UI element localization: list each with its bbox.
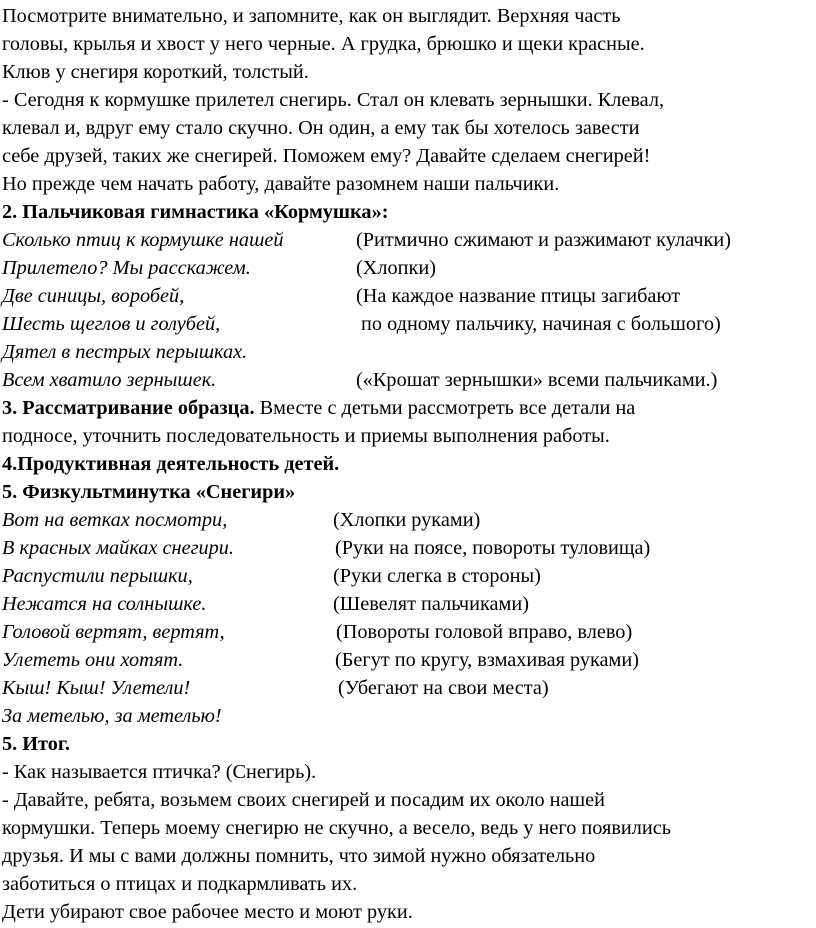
verse-text: Всем хватило зернышек.: [2, 369, 217, 391]
verse-note: (Хлопки): [356, 257, 436, 279]
verse-row: [2, 534, 816, 562]
verse-text: Дятел в пестрых перышках.: [2, 341, 248, 363]
verse-row: [2, 674, 816, 702]
section-2-heading: 2. Пальчиковая гимнастика «Кормушка»:: [2, 201, 389, 223]
verse-text: В красных майках снегири.: [2, 537, 234, 559]
section-3-line: подносе, уточнить последовательность и приемы выполнения работы.: [2, 425, 610, 447]
verse-text: Шесть щеглов и голубей,: [2, 313, 221, 335]
summary-line: - Давайте, ребята, возьмем своих снегирей и посадим их около нашей: [2, 789, 606, 811]
verse-text: Кыш! Кыш! Улетели!: [2, 677, 191, 699]
verse-row: [2, 506, 816, 534]
verse-note: (Руки на поясе, повороты туловища): [335, 537, 651, 559]
intro-line: себе друзей, таких же снегирей. Поможем ему? Давайте сделаем снегирей!: [2, 145, 651, 167]
summary-line: друзья. И мы с вами должны помнить, что зимой нужно обязательно: [2, 845, 596, 867]
section-5-heading: 5. Физкультминутка «Снегири»: [2, 481, 296, 503]
verse-note: (Руки слегка в стороны): [333, 565, 541, 587]
verse-text: Вот на ветках посмотри,: [2, 509, 228, 531]
verse-text: За метелью, за метелью!: [2, 705, 222, 727]
verse-note: по одному пальчику, начиная с большого): [361, 313, 721, 335]
intro-line: Но прежде чем начать работу, давайте разомнем наши пальчики.: [2, 173, 560, 195]
verse-row: [2, 254, 816, 282]
section-4-heading: 4.Продуктивная деятельность детей.: [2, 453, 340, 475]
section-3-heading: 3. Рассматривание образца.: [2, 397, 255, 419]
verse-note: (Шевелят пальчиками): [333, 593, 529, 615]
verse-text: Сколько птиц к кормушке нашей: [2, 229, 284, 251]
verse-note: (Повороты головой вправо, влево): [336, 621, 633, 643]
summary-line: кормушки. Теперь моему снегирю не скучно, а весело, ведь у него появились: [2, 817, 672, 839]
verse-note: (На каждое название птицы загибают: [356, 285, 681, 307]
verse-text: Нежатся на солнышке.: [2, 593, 207, 615]
intro-line: - Сегодня к кормушке прилетел снегирь. Стал он клевать зернышки. Клевал,: [2, 89, 665, 111]
intro-line: клевал и, вдруг ему стало скучно. Он один, а ему так бы хотелось завести: [2, 117, 640, 139]
summary-heading: 5. Итог.: [2, 733, 70, 755]
verse-note: (Убегают на свои места): [338, 677, 549, 699]
verse-note: (Ритмично сжимают и разжимают кулачки): [356, 229, 731, 251]
verse-row: [2, 590, 816, 618]
verse-row: [2, 338, 816, 366]
verse-row: [2, 366, 816, 394]
verse-text: Улететь они хотят.: [2, 649, 184, 671]
verse-row: [2, 618, 816, 646]
section-3-text: Вместе с детьми рассмотреть все детали на: [254, 397, 636, 419]
verse-row: [2, 226, 816, 254]
verse-row: [2, 646, 816, 674]
intro-line: головы, крылья и хвост у него черные. А грудка, брюшко и щеки красные.: [2, 33, 645, 55]
verse-row: [2, 282, 816, 310]
verse-row: [2, 562, 816, 590]
verse-row: [2, 310, 816, 338]
summary-line: - Как называется птичка? (Снегирь).: [2, 761, 317, 783]
summary-line: Дети убирают свое рабочее место и моют руки.: [2, 901, 413, 923]
verse-text: Две синицы, воробей,: [2, 285, 185, 307]
verse-row: [2, 702, 816, 730]
verse-text: Прилетело? Мы расскажем.: [2, 257, 251, 279]
intro-line: Посмотрите внимательно, и запомните, как он выглядит. Верхняя часть: [2, 5, 621, 27]
verse-text: Распустили перышки,: [2, 565, 193, 587]
verse-note: (Хлопки руками): [333, 509, 481, 531]
verse-note: (Бегут по кругу, взмахивая руками): [335, 649, 639, 671]
verse-note: («Крошат зернышки» всеми пальчиками.): [356, 369, 718, 391]
section-3-line: [2, 394, 635, 422]
summary-line: заботиться о птицах и подкармливать их.: [2, 873, 358, 895]
intro-line: Клюв у снегиря короткий, толстый.: [2, 61, 309, 83]
verse-text: Головой вертят, вертят,: [2, 621, 225, 643]
